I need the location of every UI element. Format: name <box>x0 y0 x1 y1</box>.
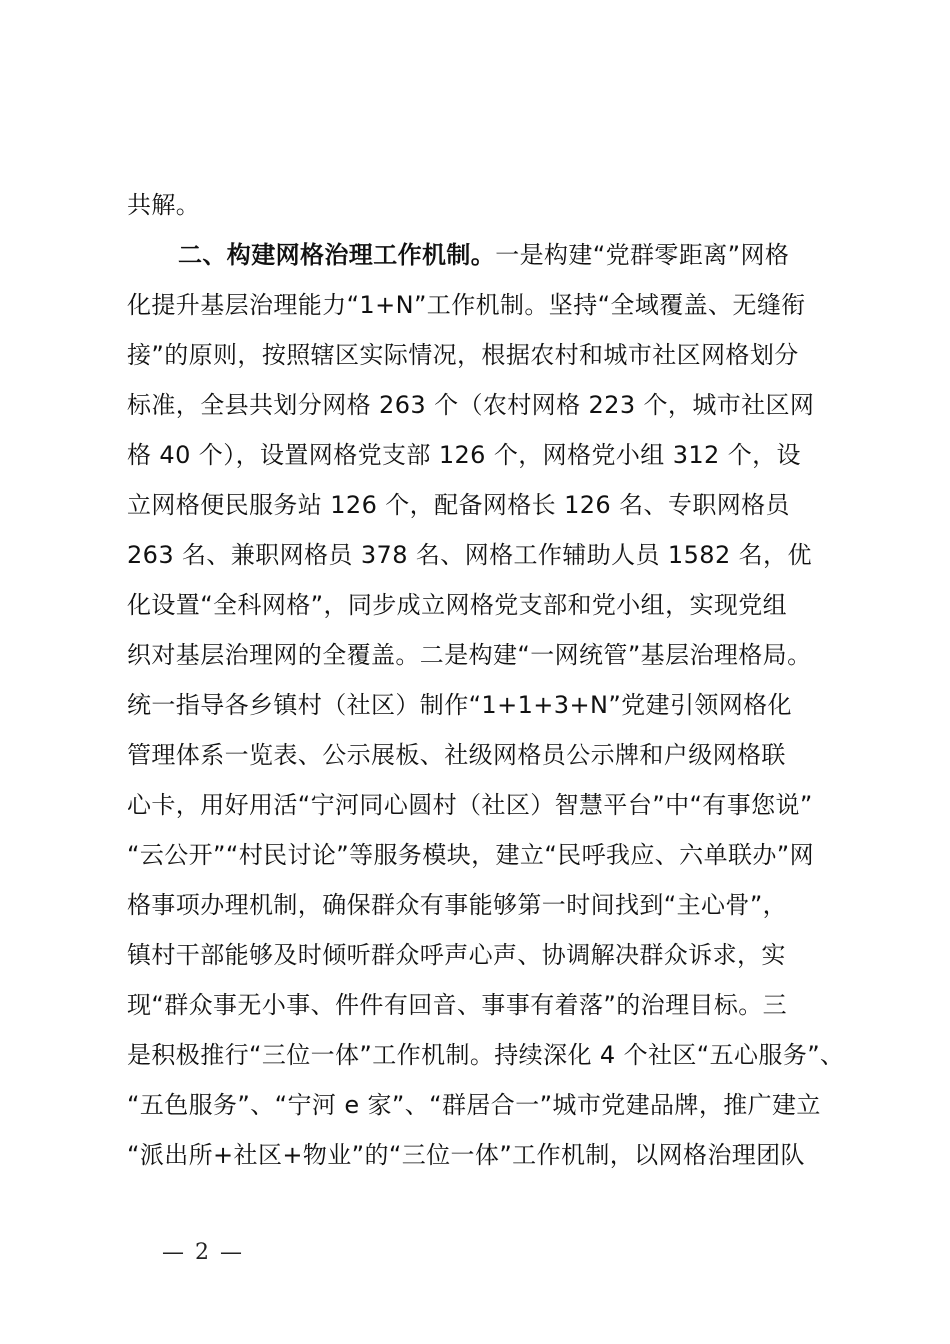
paragraph-text: 共解。 <box>127 191 201 219</box>
paragraph-text: 格事项办理机制，确保群众有事能够第一时间找到“主心骨”， <box>127 891 788 919</box>
paragraph-line <box>127 840 814 870</box>
paragraph-line <box>127 790 813 820</box>
paragraph-text: “派出所+社区+物业”的“三位一体”工作机制，以网格治理团队 <box>127 1141 805 1169</box>
paragraph-line <box>127 1040 844 1070</box>
page-number: — 2 — <box>162 1240 244 1265</box>
paragraph-text: 立网格便民服务站 126 个，配备网格长 126 名、专职网格员 <box>127 491 790 519</box>
paragraph-line <box>127 890 787 920</box>
paragraph-text: 统一指导各乡镇村（社区）制作“1+1+3+N”党建引领网格化 <box>127 691 792 719</box>
paragraph-text: 化设置“全科网格”，同步成立网格党支部和党小组，实现党组 <box>127 591 788 619</box>
paragraph-line <box>127 290 806 320</box>
paragraph-text: 管理体系一览表、公示展板、社级网格员公示牌和户级网格联 <box>127 741 786 769</box>
paragraph-text: 接”的原则，按照辖区实际情况，根据农村和城市社区网格划分 <box>127 341 799 369</box>
paragraph-line <box>127 440 801 470</box>
paragraph-text: 织对基层治理网的全覆盖。二是构建“一网统管”基层治理格局。 <box>127 641 812 669</box>
paragraph-line <box>127 690 792 720</box>
paragraph-text: “五色服务”、“宁河 e 家”、“群居合一”城市党建品牌，推广建立 <box>127 1091 821 1119</box>
paragraph-text: “云公开”“村民讨论”等服务模块，建立“民呼我应、六单联办”网 <box>127 841 814 869</box>
paragraph-text: 是积极推行“三位一体”工作机制。持续深化 4 个社区“五心服务”、 <box>127 1041 845 1069</box>
paragraph-line <box>127 490 790 520</box>
section-heading-line <box>178 240 789 270</box>
section-heading: 二、构建网格治理工作机制。 <box>178 241 496 269</box>
paragraph-line <box>127 990 787 1020</box>
paragraph-line <box>127 190 200 220</box>
paragraph-text: 化提升基层治理能力“1+N”工作机制。坚持“全域覆盖、无缝衔 <box>127 291 806 319</box>
paragraph-line <box>127 590 787 620</box>
paragraph-text: 镇村干部能够及时倾听群众呼声心声、协调解决群众诉求，实 <box>127 941 786 969</box>
paragraph-text: 263 名、兼职网格员 378 名、网格工作辅助人员 1582 名，优 <box>127 541 812 569</box>
paragraph-line <box>127 390 814 420</box>
paragraph-line <box>127 1090 821 1120</box>
paragraph-line <box>127 640 811 670</box>
paragraph-line <box>127 340 799 370</box>
paragraph-text: 格 40 个），设置网格党支部 126 个，网格党小组 312 个，设 <box>127 441 801 469</box>
paragraph-line <box>127 1140 805 1170</box>
paragraph-text: 心卡，用好用活“宁河同心圆村（社区）智慧平台”中“有事您说” <box>127 791 813 819</box>
paragraph-text: 一是构建“党群零距离”网格 <box>495 241 790 269</box>
paragraph-line <box>127 540 812 570</box>
paragraph-text: 标准，全县共划分网格 263 个（农村网格 223 个，城市社区网 <box>127 391 815 419</box>
paragraph-line <box>127 940 786 970</box>
paragraph-text: 现“群众事无小事、件件有回音、事事有着落”的治理目标。三 <box>127 991 788 1019</box>
paragraph-line <box>127 740 786 770</box>
